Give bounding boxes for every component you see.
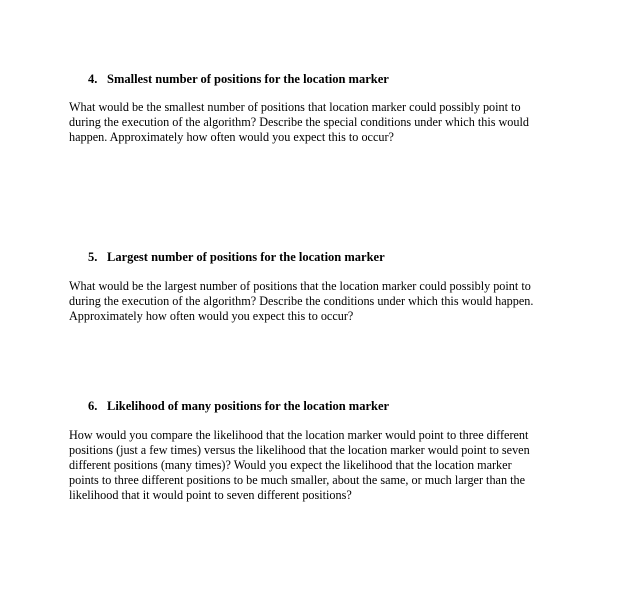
- section-4-line: What would be the smallest number of positions that location marker could possibly point to: [69, 100, 521, 114]
- section-6-number: 6.: [88, 399, 98, 413]
- section-5-line: Approximately how often would you expect this to occur?: [69, 309, 354, 323]
- section-4-line: during the execution of the algorithm? Describe the special conditions under which this would: [69, 115, 529, 129]
- section-5-question: [69, 279, 569, 324]
- section-5-line: during the execution of the algorithm? Describe the conditions under which this would happen.: [69, 294, 534, 308]
- section-5-heading: [88, 249, 385, 265]
- section-4-question: [69, 100, 569, 145]
- section-6-line: points to three different positions to be much smaller, about the same, or much larger than the: [69, 473, 525, 487]
- section-4-number: 4.: [88, 72, 98, 86]
- section-5-line: What would be the largest number of positions that the location marker could possibly point to: [69, 279, 531, 293]
- section-4-heading: [88, 71, 389, 87]
- section-6-line: How would you compare the likelihood that the location marker would point to three different: [69, 428, 529, 442]
- section-6-heading: [88, 398, 389, 414]
- section-5-number: 5.: [88, 250, 98, 264]
- section-4-title: Smallest number of positions for the location marker: [107, 72, 389, 86]
- section-4-line: happen. Approximately how often would you expect this to occur?: [69, 130, 394, 144]
- section-6-line: likelihood that it would point to seven different positions?: [69, 488, 352, 502]
- section-6-title: Likelihood of many positions for the location marker: [107, 399, 390, 413]
- section-6-line: different positions (many times)? Would you expect the likelihood that the location marker: [69, 458, 512, 472]
- section-6-question: [69, 428, 569, 503]
- section-5-title: Largest number of positions for the location marker: [107, 250, 385, 264]
- section-6-line: positions (just a few times) versus the likelihood that the location marker would point to seven: [69, 443, 530, 457]
